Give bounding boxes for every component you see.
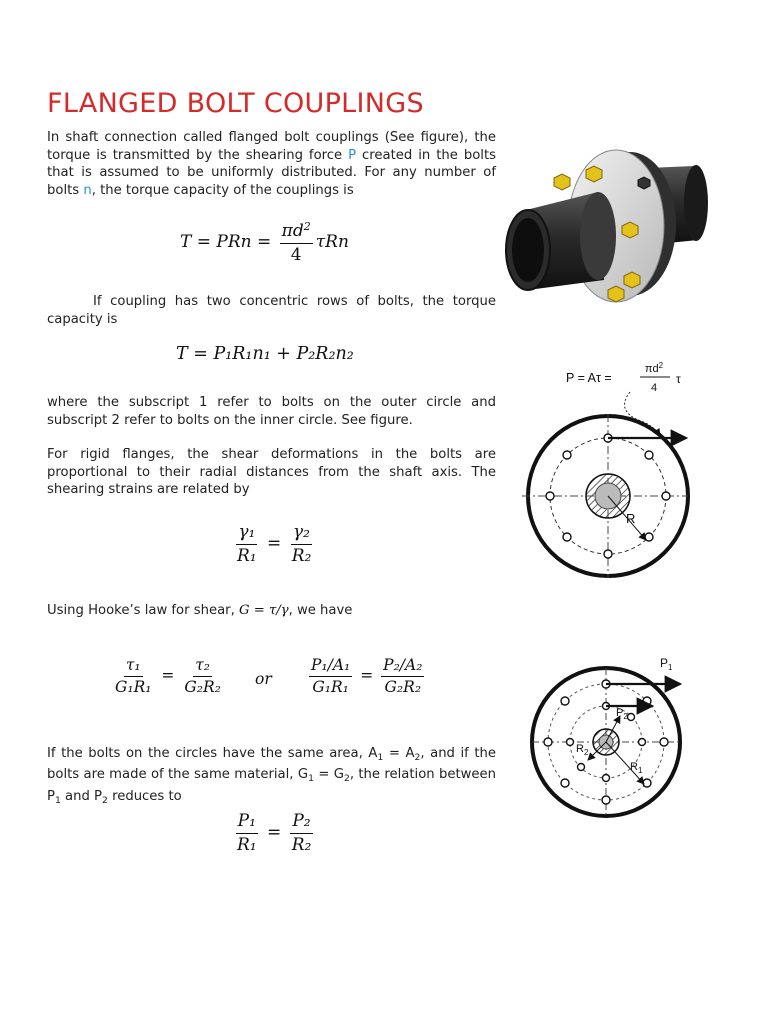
- bolt-force-formula: [566, 362, 681, 394]
- force-symbol: P: [348, 147, 357, 163]
- eq5-den-left: R₁: [237, 834, 257, 855]
- two-bolt-circle-figure: [530, 652, 710, 827]
- eq4-d-den: G₂R₂: [384, 678, 422, 697]
- shear-stress-equation-right: $\frac{\text{P₁/A₁}}{\text{G₁R₁}}$ = $\frac{\text{P₂/A₂}}{\text{G₂R₂}}$: [311, 656, 423, 697]
- eq3-den-left: R₁: [237, 545, 257, 566]
- hooke-paragraph: [47, 602, 496, 620]
- eq4-d-num: P₂/A₂: [381, 657, 424, 677]
- p2-label: $P_2$: [616, 707, 628, 721]
- svg-text:πd2: $\pi d^2$: [644, 362, 664, 375]
- eq1-numerator: πd: [281, 221, 304, 242]
- hooke-formula: G = τ/γ: [238, 603, 289, 618]
- p1-label: $P_1$: [660, 656, 673, 672]
- eq4-b-num: τ₂: [193, 657, 212, 677]
- flanged-coupling-illustration: [498, 140, 714, 312]
- r1-label: $R_1$: [630, 761, 643, 775]
- force-ratio-equation: $\frac{\text{P₁}}{\text{R₁}}$ = $\frac{\text{P₂}}{\text{R₂}}$: [237, 811, 312, 855]
- eq4-a-num: τ₁: [124, 657, 143, 677]
- intro-text-2: created in the bolts that is assumed to be uniformly distributed. For any number of bolts: [47, 147, 496, 198]
- eq1-rhs: τRn: [315, 232, 349, 253]
- eq1-fraction: [280, 221, 313, 264]
- svg-text:4: 4: [650, 382, 658, 394]
- eq5-num-left: P₁: [236, 812, 258, 834]
- svg-text:τ: τ: [676, 372, 681, 386]
- eq4-c-den: G₁R₁: [312, 678, 349, 697]
- two-row-torque-equation: T = P₁R₁n₁ + P₂R₂n₂: [176, 344, 354, 364]
- intro-text-1: In shaft connection called flanged bolt couplings (See figure), the torque is transmitted by the shearing force: [47, 130, 496, 163]
- r2-label: $R_2$: [576, 743, 589, 757]
- eq1-denominator: 4: [290, 244, 302, 265]
- radius-label: R: [626, 511, 636, 526]
- strain-ratio-equation: $\frac{\text{γ₁}}{\text{R₁}}$ = $\frac{\text{γ₂}}{\text{R₂}}$: [237, 522, 312, 566]
- subscript-paragraph: where the subscript 1 refer to bolts on the outer circle and subscript 2 refer to bolts on the inner circle. See figure.: [47, 395, 496, 428]
- eq5-den-right: R₂: [291, 834, 312, 855]
- eq3-den-right: R₂: [291, 545, 312, 566]
- intro-text-3: , the torque capacity of the couplings is: [91, 182, 354, 198]
- intro-paragraph: [47, 129, 496, 199]
- eq1-lhs: T = PRn =: [180, 232, 272, 253]
- eq3-num-right: γ₂: [291, 523, 312, 545]
- eq5-num-right: P₂: [290, 812, 312, 834]
- rigid-flange-paragraph: For rigid flanges, the shear deformations in the bolts are proportional to their radial distances from the shaft axis. The shearing strains are related by: [47, 447, 496, 497]
- same-area-paragraph: If the bolts on the circles have the same area, $A_1 = A_2$, and if the bolts are made of the same material, $G_1 = G_2$, the relation between $P_1$ and $P_2$ reduces to: [47, 746, 497, 806]
- or-word: or: [255, 670, 272, 688]
- eq4-a-den: G₁R₁: [115, 678, 152, 697]
- eq3-num-left: γ₁: [236, 523, 257, 545]
- hooke-suffix: , we have: [288, 603, 353, 618]
- single-bolt-circle-figure: [520, 362, 690, 580]
- eq1-exponent: 2: [303, 220, 311, 233]
- hooke-prefix: Using Hooke’s law for shear,: [47, 603, 239, 618]
- eq4-b-den: G₂R₂: [184, 678, 221, 697]
- two-rows-paragraph: If coupling has two concentric rows of bolts, the torque capacity is: [47, 294, 496, 327]
- bolt-count-symbol: n: [83, 182, 92, 198]
- eq4-c-num: P₁/A₁: [309, 657, 352, 677]
- torque-equation: [180, 221, 349, 264]
- page-title: FLANGED BOLT COUPLINGS: [47, 88, 424, 119]
- svg-text:P = Aτ =: P = Aτ =: [566, 371, 612, 385]
- shear-stress-equation-left: $\frac{\text{τ₁}}{\text{G₁R₁}}$ = $\frac{\text{τ₂}}{\text{G₂R₂}}$: [115, 656, 221, 697]
